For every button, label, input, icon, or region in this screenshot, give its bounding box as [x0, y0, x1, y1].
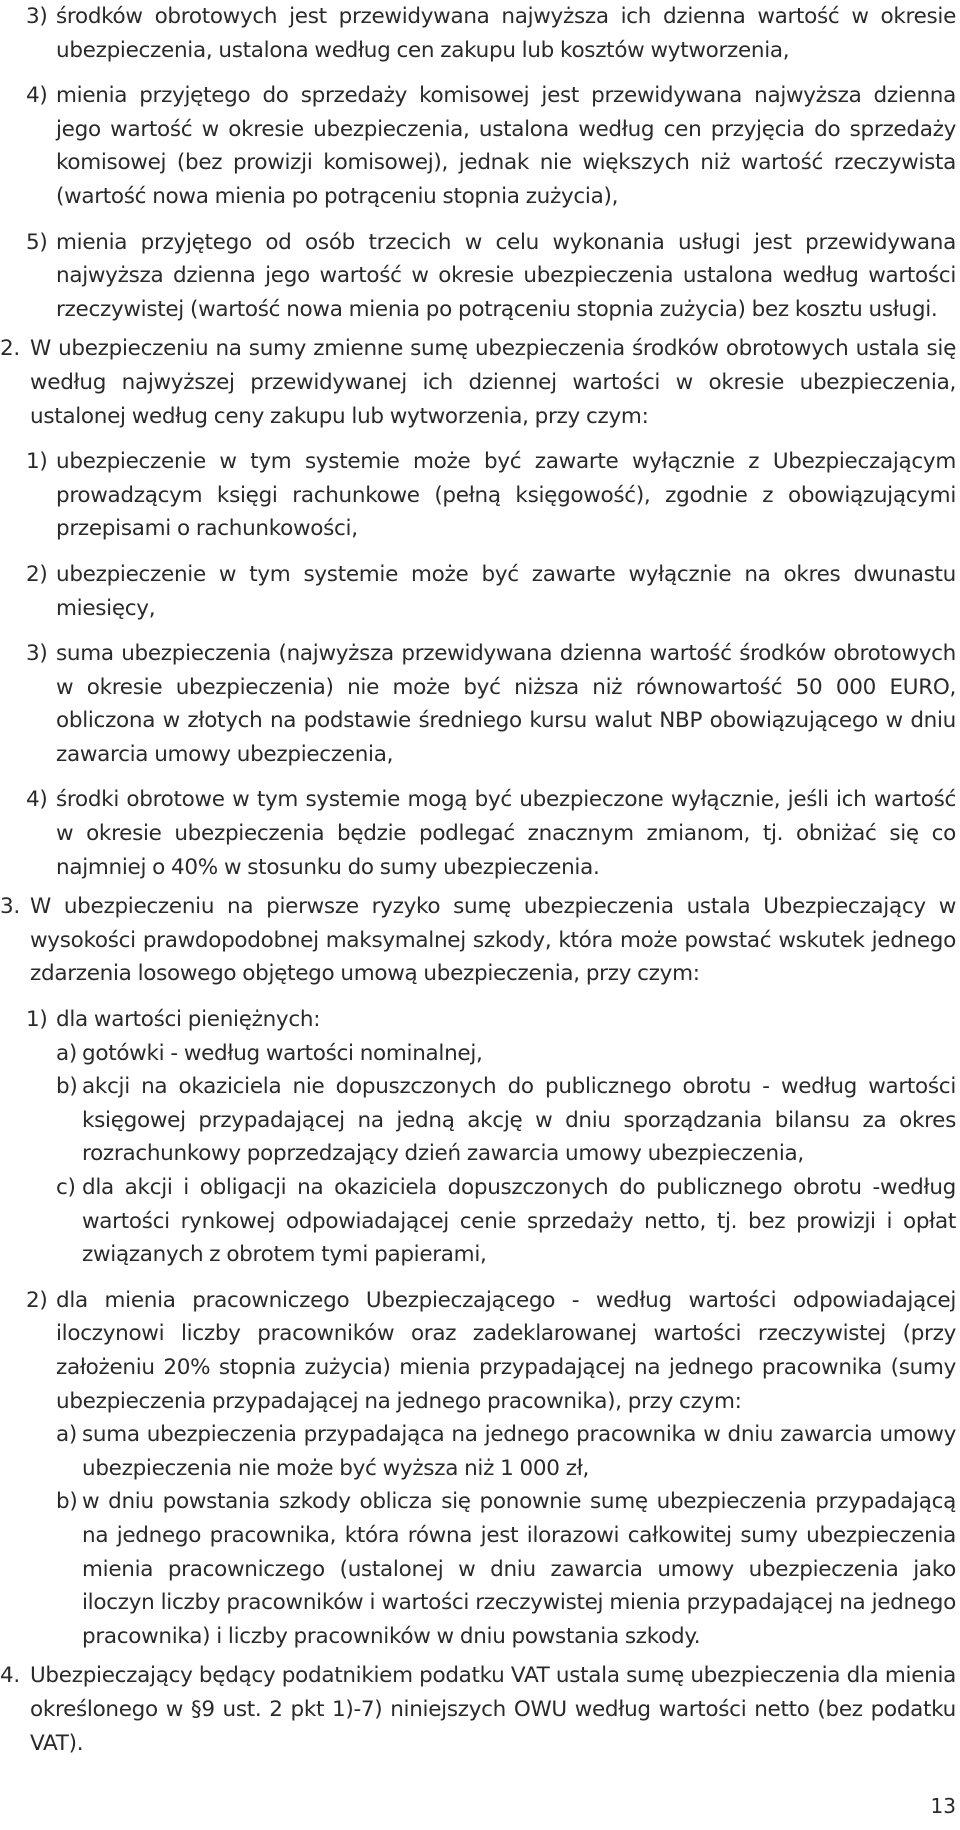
sub-item-text: gotówki - według wartości nominalnej, — [82, 1040, 483, 1066]
section-paragraph — [0, 332, 956, 433]
sub-list-item — [56, 1485, 956, 1653]
item-number: 1) — [26, 449, 48, 475]
sub-item-letter: c) — [56, 1175, 76, 1200]
section-paragraph — [0, 890, 956, 991]
page-number: 13 — [930, 1794, 956, 1818]
item-text: środki obrotowe w tym systemie mogą być ubezpieczone wyłącznie, jeśli ich wartość w okresie ubezpieczenia będzie podlegać znacznym zmianom, tj. obniżać się co najmniej o 40% w stosunku do sumy ubezpieczenia. — [56, 787, 956, 880]
item-number: 1) — [26, 1007, 48, 1033]
list-item — [26, 226, 956, 327]
section-number: 4. — [0, 1663, 20, 1689]
item-number: 5) — [26, 229, 48, 255]
item-text: ubezpieczenie w tym systemie może być zawarte wyłącznie na okres dwunastu miesięcy, — [56, 561, 956, 621]
item-text: suma ubezpieczenia (najwyższa przewidywana dzienna wartość środków obrotowych w okresie ubezpieczenia) nie może być niższa niż równowartość 50 000 EURO, obliczona w złotych na podstawie średniego kursu walut NBP obowiązującego w dniu zawarcia umowy ubezpieczenia, — [56, 641, 956, 767]
item-number: 2) — [26, 1287, 48, 1313]
sub-list-item — [56, 1037, 956, 1071]
item-text: mienia przyjętego od osób trzecich w celu wykonania usługi jest przewidywana najwyższa dzienna jego wartość w okresie ubezpieczenia ustalona według wartości rzeczywistej (wartość nowa mienia po potrąceniu stopnia zużycia) bez kosztu usługi. — [56, 229, 956, 322]
section-text: W ubezpieczeniu na pierwsze ryzyko sumę ubezpieczenia ustala Ubezpieczający w wysokości prawdopodobnej maksymalnej szkody, która może powstać wskutek jednego zdarzenia losowego objętego umową ubezpieczenia, przy czym: — [30, 894, 956, 987]
item-text: dla mienia pracowniczego Ubezpieczającego - według wartości odpowiadającej iloczynowi liczby pracowników oraz zadeklarowanej wartości rzeczywistej (przy założeniu 20% stopnia zużycia) mienia przypadającej na jednego pracownika (sumy ubezpieczenia przypadającej na jednego pracownika), przy czym: — [56, 1287, 956, 1414]
list-item — [26, 445, 956, 546]
sub-item-letter: b) — [56, 1489, 78, 1515]
sub-item-letter: a) — [56, 1040, 77, 1066]
section-number: 2. — [0, 336, 20, 362]
sub-item-text: suma ubezpieczenia przypadająca na jednego pracownika w dniu zawarcia umowy ubezpieczenia nie może być wyższa niż 1 000 zł, — [82, 1422, 956, 1481]
item-text: środków obrotowych jest przewidywana najwyższa ich dzienna wartość w okresie ubezpieczenia, ustalona według cen zakupu lub kosztów wytworzenia, — [56, 4, 956, 63]
sub-item-text: w dniu powstania szkody oblicza się ponownie sumę ubezpieczenia przypadającą na jednego pracownika, która równa jest ilorazowi całkowitej sumy ubezpieczenia mienia pracowniczego (ustalonej w dniu zawarcia umowy ubezpieczenia jako iloczyn liczby pracowników i wartości rzeczywistej mienia przypadającej na jednego pracownika) i liczby pracowników w dniu powstania szkody. — [82, 1489, 956, 1649]
item-number: 3) — [26, 4, 48, 29]
sub-item-text: akcji na okaziciela nie dopuszczonych do publicznego obrotu - według wartości księgowej przypadającej na jedną akcję w dniu sporządzania bilansu za okres rozrachunkowy poprzedzający dzień zawarcia umowy ubezpieczenia, — [82, 1074, 956, 1167]
item-number: 3) — [26, 641, 48, 667]
sub-list-item — [56, 1418, 956, 1485]
section-number: 3. — [0, 894, 20, 920]
list-item — [26, 1003, 956, 1037]
sub-item-letter: b) — [56, 1074, 78, 1100]
sub-list-item — [56, 1070, 956, 1171]
item-number: 4) — [26, 787, 48, 813]
sub-item-text: dla akcji i obligacji na okaziciela dopuszczonych do publicznego obrotu -według wartości rynkowej odpowiadającej cenie sprzedaży netto, tj. bez prowizji i opłat związanych z obrotem tymi papierami, — [82, 1175, 956, 1268]
item-text: ubezpieczenie w tym systemie może być zawarte wyłącznie z Ubezpieczającym prowadzącym księgi rachunkowe (pełną księgowość), zgodnie z obowiązującymi przepisami o rachunkowości, — [56, 449, 956, 542]
list-item — [26, 637, 956, 771]
list-item — [26, 1284, 956, 1418]
section-paragraph — [0, 1659, 956, 1760]
section-text: Ubezpieczający będący podatnikiem podatku VAT ustala sumę ubezpieczenia dla mienia określonego w §9 ust. 2 pkt 1)-7) niniejszych OWU według wartości netto (bez podatku VAT). — [30, 1663, 956, 1756]
item-text: mienia przyjętego do sprzedaży komisowej jest przewidywana najwyższa dzienna jego wartość w okresie ubezpieczenia, ustalona według cen przyjęcia do sprzedaży komisowej (bez prowizji komisowej), jednak nie większych niż wartość rzeczywista (wartość nowa mienia po potrąceniu stopnia zużycia), — [56, 83, 956, 209]
sub-item-letter: a) — [56, 1422, 77, 1448]
list-item — [26, 783, 956, 884]
item-number: 2) — [26, 561, 48, 587]
list-item — [26, 558, 956, 625]
list-item — [26, 79, 956, 213]
item-number: 4) — [26, 83, 48, 109]
sub-list-item — [56, 1171, 956, 1272]
section-text: W ubezpieczeniu na sumy zmienne sumę ubezpieczenia środków obrotowych ustala się według najwyższej przewidywanej ich dziennej wartości w okresie ubezpieczenia, ustalonej według ceny zakupu lub wytworzenia, przy czym: — [30, 336, 956, 429]
item-text: dla wartości pieniężnych: — [56, 1007, 321, 1033]
list-item — [26, 0, 956, 67]
